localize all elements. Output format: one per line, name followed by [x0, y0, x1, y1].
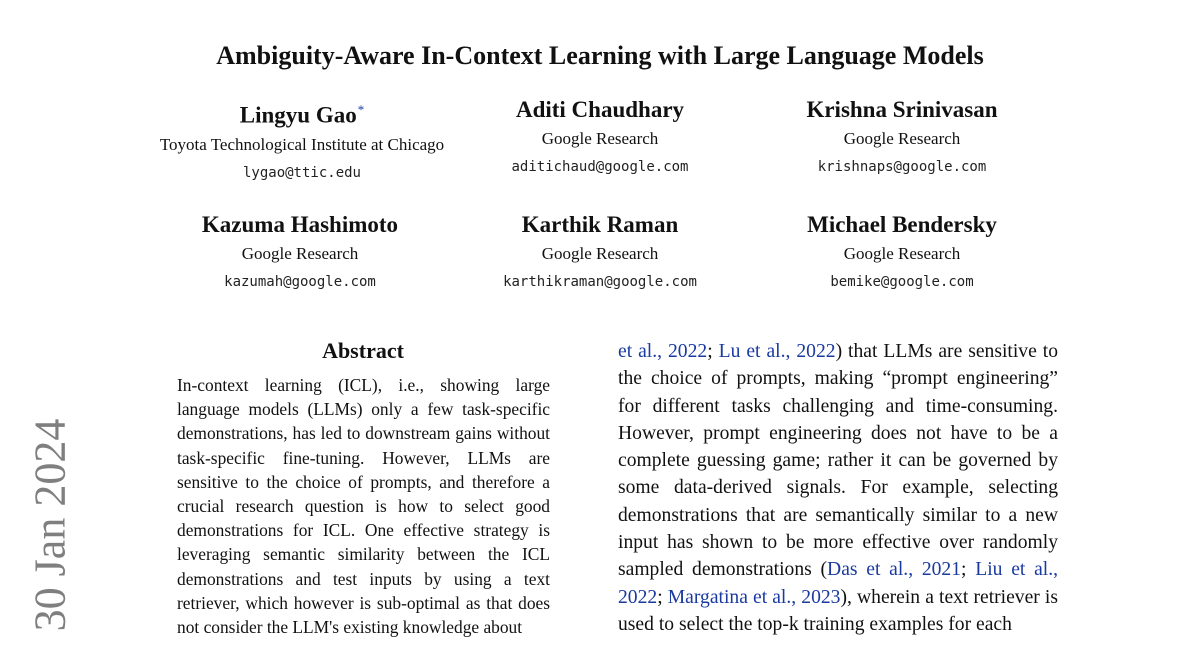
citation-link[interactable]: Liu et al., 2022: [618, 559, 1059, 608]
author-name: Michael Bendersky: [807, 212, 997, 237]
paper-title: Ambiguity-Aware In-Context Learning with Large Language Models: [216, 41, 984, 70]
author-affiliation: Google Research: [843, 244, 961, 263]
author-block-3: [702, 95, 1102, 180]
footnote-marker[interactable]: *: [357, 102, 365, 117]
author-email: lygao@ttic.edu: [242, 164, 361, 181]
author-name: Lingyu Gao*: [239, 102, 365, 128]
author-email: krishnaps@google.com: [817, 159, 987, 175]
author-name: Krishna Srinivasan: [806, 97, 998, 122]
author-name: Karthik Raman: [521, 212, 679, 237]
author-name: Aditi Chaudhary: [515, 97, 685, 122]
author-email: karthikraman@google.com: [503, 274, 697, 290]
author-email: kazumah@google.com: [224, 274, 376, 290]
citation-link[interactable]: et al., 2022: [618, 341, 708, 362]
intro-paragraph: et al., 2022; Lu et al., 2022) that LLMs are sensitive to the choice of prompts, making “prompt engineering” for different tasks challenging and time-consuming. However, prompt engineering does not have to be a complete guessing game; rather it can be governed by some data-derived signals. For example, selecting demonstrations that are semantically similar to a new input has shown to be more effective over randomly sampled demonstrations (Das et al., 2021; Liu et al., 2022; Margatina et al., 2023), wherein a text retriever is used to select the top-k training examples for each: [618, 341, 1059, 635]
author-affiliation: Toyota Technological Institute at Chicago: [159, 134, 445, 154]
author-name: Kazuma Hashimoto: [201, 212, 399, 237]
author-affiliation: Google Research: [541, 244, 659, 263]
author-affiliation: Google Research: [541, 129, 659, 148]
arxiv-date-stamp: 30 Jan 2024: [25, 418, 75, 632]
abstract-heading: Abstract: [322, 338, 404, 363]
intro-text: ), wherein a text retriever is used to select the top-k training examples for each: [618, 586, 1058, 635]
author-affiliation: Google Research: [241, 244, 359, 263]
author-email: aditichaud@google.com: [511, 159, 689, 175]
citation-link[interactable]: Das et al., 2021: [827, 559, 962, 581]
citation-link[interactable]: Margatina et al., 2023: [667, 586, 841, 608]
author-block-6: [702, 210, 1102, 295]
intro-text: ) that LLMs are sensitive to the choice of prompts, making “prompt engineering” for different tasks challenging and time-consuming. However, prompt engineering does not have to be a complete guessing game; rather it can be governed by some data-derived signals. For example, selecting demonstrations that are semantically similar to a new input has shown to be more effective over randomly sampled demonstrations (: [618, 341, 1059, 581]
author-email: bemike@google.com: [830, 274, 974, 290]
abstract-body: In-context learning (ICL), i.e., showing large language models (LLMs) only a few task-specific demonstrations, has led to downstream gains without task-specific fine-tuning. However, LLMs are sensitive to the choice of prompts, and therefore a crucial research question is how to select good demonstrations for ICL. One effective strategy is leveraging semantic similarity between the ICL demonstrations and test inputs by using a text retriever, which however is sub-optimal as that does not consider the LLM's existing knowledge about: [177, 375, 550, 638]
author-affiliation: Google Research: [843, 129, 961, 148]
citation-link[interactable]: Lu et al., 2022: [718, 341, 836, 362]
